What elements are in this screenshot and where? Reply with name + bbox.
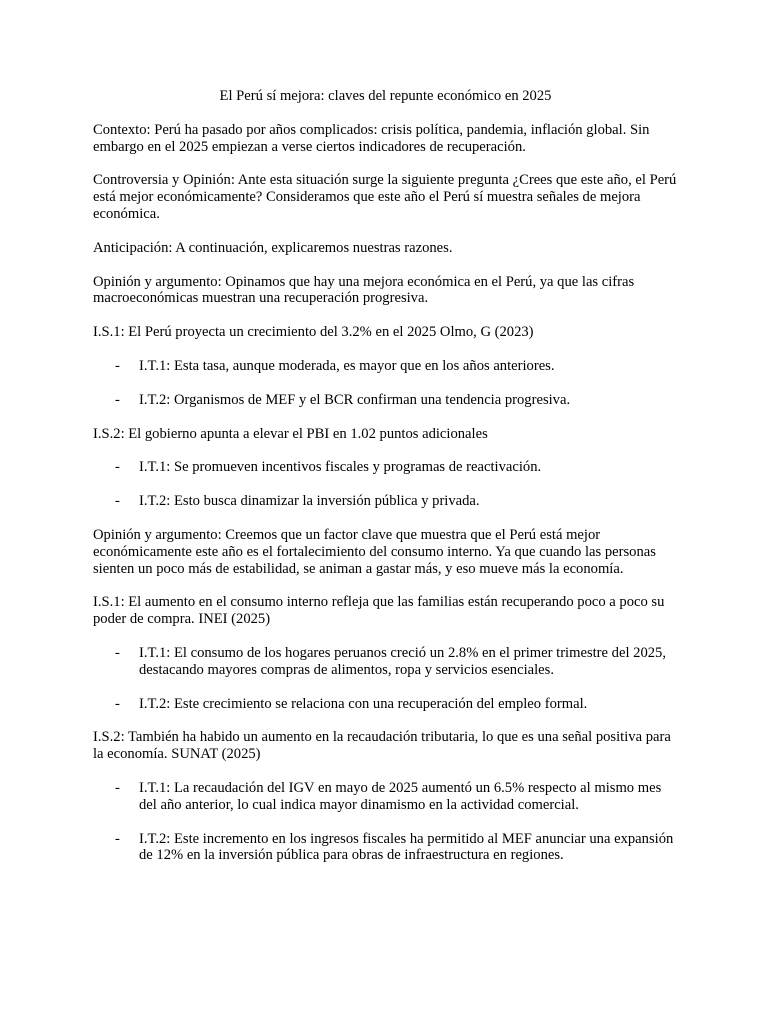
list-item — [93, 696, 678, 713]
paragraph: Opinión y argumento: Creemos que un factor clave que muestra que el Perú está mejor económicamente este año es el fortalecimiento del consumo interno. Ya que cuando las personas sienten un poco más de estabilidad, se animan a gastar más, y eso mueve más la economía. — [93, 526, 656, 577]
paragraph: I.S.1: El Perú proyecta un crecimiento del 3.2% en el 2025 Olmo, G (2023) — [93, 324, 534, 341]
document-body — [93, 88, 678, 881]
list-marker: - — [115, 391, 120, 408]
list-item-text: I.T.2: Este crecimiento se relaciona con una recuperación del empleo formal. — [139, 695, 588, 712]
list-item — [93, 358, 678, 375]
list-item — [93, 493, 678, 510]
list-marker: - — [115, 779, 120, 796]
list-item — [93, 645, 678, 679]
paragraph: Controversia y Opinión: Ante esta situación surge la siguiente pregunta ¿Crees que este año, el Perú está mejor económicamente? Consideramos que este año el Perú sí muestra señales de mejora económica. — [93, 172, 677, 222]
list-marker: - — [115, 357, 120, 374]
list-item-text: I.T.2: Este incremento en los ingresos fiscales ha permitido al MEF anunciar una expansión de 12% en la inversión pública para obras de infraestructura en regiones. — [139, 830, 674, 864]
paragraph: I.S.1: El aumento en el consumo interno refleja que las familias están recuperando poco a poco su poder de compra. INEI (2025) — [93, 594, 665, 628]
list-item — [93, 780, 678, 814]
list-item-text: I.T.1: La recaudación del IGV en mayo de 2025 aumentó un 6.5% respecto al mismo mes del año anterior, lo cual indica mayor dinamismo en la actividad comercial. — [139, 779, 662, 813]
list-item — [93, 459, 678, 476]
list-item-text: I.T.1: Esta tasa, aunque moderada, es mayor que en los años anteriores. — [139, 357, 555, 374]
paragraph: Contexto: Perú ha pasado por años complicados: crisis política, pandemia, inflación global. Sin embargo en el 2025 empiezan a verse ciertos indicadores de recuperación. — [93, 121, 650, 155]
list-marker: - — [115, 493, 120, 510]
list-item-text: I.T.1: Se promueven incentivos fiscales y programas de reactivación. — [139, 459, 542, 476]
list-marker: - — [115, 830, 120, 847]
list-item — [93, 831, 678, 865]
list-item-text: I.T.2: Organismos de MEF y el BCR confirman una tendencia progresiva. — [139, 391, 571, 408]
paragraph: I.S.2: El gobierno apunta a elevar el PBI en 1.02 puntos adicionales — [93, 425, 488, 442]
list-item-text: I.T.1: El consumo de los hogares peruanos creció un 2.8% en el primer trimestre del 2025, destacando mayores compras de alimentos, ropa y servicios esenciales. — [139, 644, 666, 678]
document-blocks — [93, 122, 678, 864]
paragraph: I.S.2: También ha habido un aumento en la recaudación tributaria, lo que es una señal positiva para la economía. SUNAT (2025) — [93, 729, 671, 763]
paragraph: Anticipación: A continuación, explicaremos nuestras razones. — [93, 239, 453, 256]
paragraph: Opinión y argumento: Opinamos que hay una mejora económica en el Perú, ya que las cifras macroeconómicas muestran una recuperación progresiva. — [93, 273, 635, 307]
list-item — [93, 392, 678, 409]
list-item-text: I.T.2: Esto busca dinamizar la inversión pública y privada. — [139, 493, 480, 510]
list-marker: - — [115, 644, 120, 661]
list-marker: - — [115, 459, 120, 476]
document-title: El Perú sí mejora: claves del repunte económico en 2025 — [219, 88, 552, 104]
list-marker: - — [115, 695, 120, 712]
